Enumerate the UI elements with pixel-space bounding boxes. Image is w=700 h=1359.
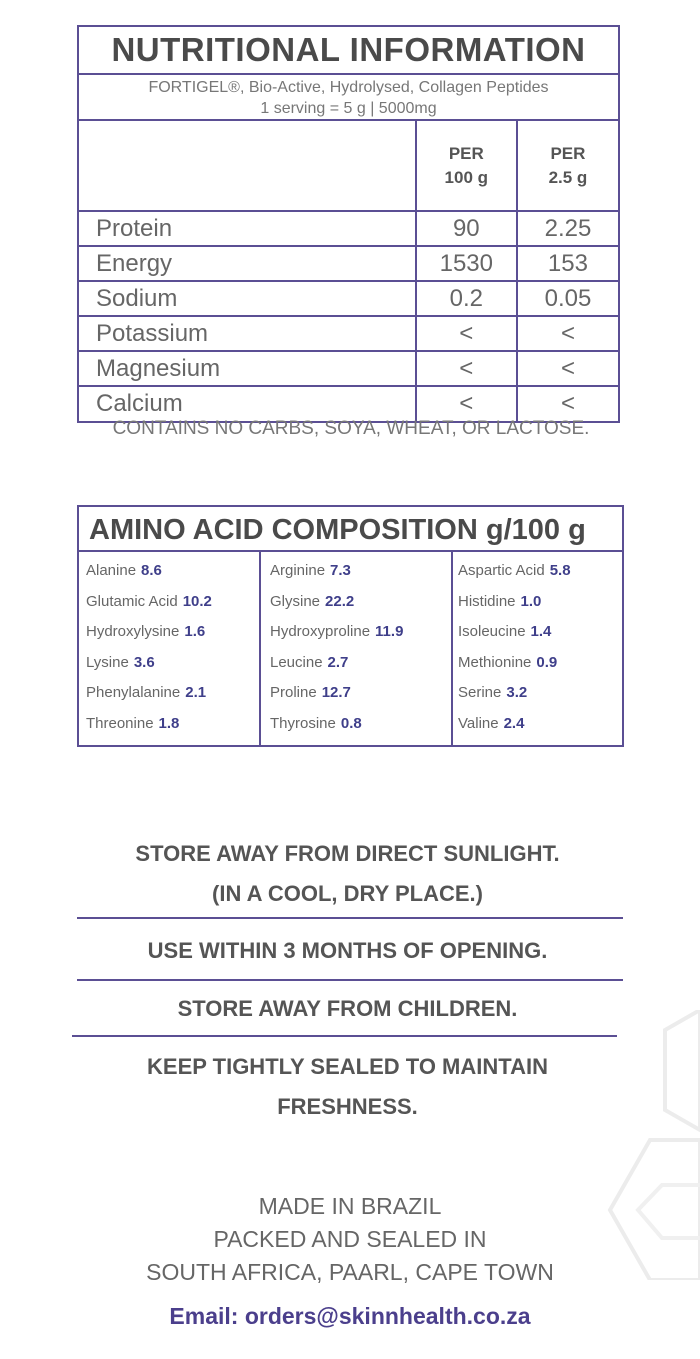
list-item	[458, 556, 622, 587]
nutrition-title: NUTRITIONAL INFORMATION	[79, 27, 618, 75]
list-item	[86, 587, 259, 618]
storage-sealed-line1: KEEP TIGHTLY SEALED TO MAINTAIN	[147, 1054, 548, 1079]
list-item	[86, 617, 259, 648]
nutrition-table	[79, 121, 618, 421]
amino-column-3	[453, 552, 622, 745]
amino-columns	[79, 552, 622, 745]
amino-column-2	[261, 552, 453, 745]
origin-line2: PACKED AND SEALED IN	[213, 1226, 487, 1252]
amino-name: Glutamic Acid	[86, 592, 178, 610]
header-per-100g-line1: PER	[448, 143, 484, 163]
value-per-2-5g: 2.25	[517, 211, 618, 246]
storage-use-within: USE WITHIN 3 MONTHS OF OPENING.	[147, 938, 548, 963]
amino-name: Alanine	[86, 562, 137, 579]
divider	[72, 1035, 617, 1037]
table-row	[79, 316, 618, 351]
amino-name: Glysine	[270, 592, 321, 610]
header-blank-cell	[79, 121, 416, 211]
nutrition-subtitle	[79, 75, 618, 121]
amino-title: AMINO ACID COMPOSITION g/100 g	[79, 507, 622, 552]
origin-info	[100, 1190, 600, 1289]
value-per-2-5g: 0.05	[517, 281, 618, 316]
list-item	[458, 617, 622, 648]
amino-name: Arginine	[270, 562, 326, 579]
storage-sealed	[70, 1047, 625, 1127]
amino-value: 1.6	[184, 623, 206, 641]
amino-name: Lysine	[86, 653, 129, 671]
header-per-2-5g-line2: 2.5 g	[548, 167, 588, 187]
amino-name: Hydroxyproline	[270, 623, 371, 641]
storage-sealed-line2: FRESHNESS.	[277, 1094, 418, 1119]
value-per-2-5g: <	[517, 316, 618, 351]
value-per-100g: <	[416, 351, 517, 386]
nutrient-name: Calcium	[79, 386, 416, 421]
amino-value: 3.6	[133, 653, 155, 671]
divider	[77, 917, 623, 919]
nutrient-name: Magnesium	[79, 351, 416, 386]
amino-name: Methionine	[458, 653, 532, 671]
allergen-note: CONTAINS NO CARBS, SOYA, WHEAT, OR LACTOSE.	[112, 418, 590, 439]
list-item	[458, 648, 622, 679]
origin-line3: SOUTH AFRICA, PAARL, CAPE TOWN	[146, 1259, 554, 1285]
amino-name: Serine	[458, 684, 502, 702]
list-item	[86, 709, 259, 740]
list-item	[270, 678, 451, 709]
contact-email: Email: orders@skinnhealth.co.za	[169, 1303, 531, 1329]
list-item	[270, 709, 451, 740]
nutrition-header-row	[79, 121, 618, 211]
amino-value: 3.2	[506, 684, 528, 702]
nutrient-name: Sodium	[79, 281, 416, 316]
origin-line1: MADE IN BRAZIL	[258, 1193, 442, 1219]
storage-sunlight-line2: (IN A COOL, DRY PLACE.)	[212, 881, 483, 906]
amino-name: Phenylalanine	[86, 684, 181, 702]
nutrient-name: Protein	[79, 211, 416, 246]
amino-name: Isoleucine	[458, 623, 526, 641]
amino-name: Leucine	[270, 653, 323, 671]
list-item	[86, 556, 259, 587]
list-item	[86, 648, 259, 679]
header-per-2-5g-line1: PER	[550, 143, 586, 163]
header-per-2-5g	[517, 121, 618, 211]
amino-value: 12.7	[321, 684, 351, 702]
nutrition-panel	[77, 25, 620, 423]
list-item	[270, 556, 451, 587]
list-item	[270, 587, 451, 618]
amino-column-1	[79, 552, 261, 745]
amino-value: 1.4	[530, 623, 552, 641]
storage-children: STORE AWAY FROM CHILDREN.	[177, 996, 518, 1021]
nutrient-name: Energy	[79, 246, 416, 281]
amino-value: 0.8	[340, 714, 362, 732]
amino-value: 10.2	[182, 592, 212, 610]
amino-value: 1.8	[158, 714, 180, 732]
amino-value: 2.7	[327, 653, 349, 671]
header-per-100g-line2: 100 g	[444, 167, 489, 187]
amino-name: Valine	[458, 714, 499, 732]
amino-value: 2.1	[185, 684, 207, 702]
table-row	[79, 281, 618, 316]
table-row	[79, 211, 618, 246]
value-per-100g: 1530	[416, 246, 517, 281]
storage-sunlight-line1: STORE AWAY FROM DIRECT SUNLIGHT.	[135, 841, 560, 866]
amino-value: 11.9	[375, 623, 404, 641]
storage-sunlight	[70, 834, 625, 914]
value-per-100g: 90	[416, 211, 517, 246]
divider	[77, 979, 623, 981]
value-per-100g: <	[416, 386, 517, 421]
amino-value: 0.9	[536, 653, 558, 671]
list-item	[458, 678, 622, 709]
list-item	[270, 648, 451, 679]
amino-acid-panel	[77, 505, 624, 747]
header-per-100g	[416, 121, 517, 211]
product-description: FORTIGEL®, Bio-Active, Hydrolysed, Collagen Peptides	[148, 79, 549, 96]
value-per-2-5g: <	[517, 351, 618, 386]
table-row	[79, 386, 618, 421]
value-per-100g: <	[416, 316, 517, 351]
value-per-100g: 0.2	[416, 281, 517, 316]
amino-name: Aspartic Acid	[458, 562, 545, 579]
amino-value: 8.6	[141, 562, 162, 579]
amino-name: Hydroxylysine	[86, 623, 180, 641]
table-row	[79, 246, 618, 281]
table-row	[79, 351, 618, 386]
value-per-2-5g: <	[517, 386, 618, 421]
amino-value: 2.4	[503, 714, 525, 732]
amino-name: Proline	[270, 684, 317, 702]
amino-value: 5.8	[549, 562, 571, 579]
value-per-2-5g: 153	[517, 246, 618, 281]
amino-value: 1.0	[520, 592, 542, 610]
serving-size: 1 serving = 5 g | 5000mg	[260, 100, 437, 117]
amino-name: Thyrosine	[270, 714, 336, 732]
list-item	[458, 709, 622, 740]
list-item	[458, 587, 622, 618]
hexagon-pattern-icon	[590, 1010, 700, 1280]
list-item	[270, 617, 451, 648]
amino-value: 7.3	[330, 562, 351, 579]
amino-value: 22.2	[325, 592, 355, 610]
amino-name: Threonine	[86, 714, 154, 732]
nutrient-name: Potassium	[79, 316, 416, 351]
amino-name: Histidine	[458, 592, 516, 610]
list-item	[86, 678, 259, 709]
